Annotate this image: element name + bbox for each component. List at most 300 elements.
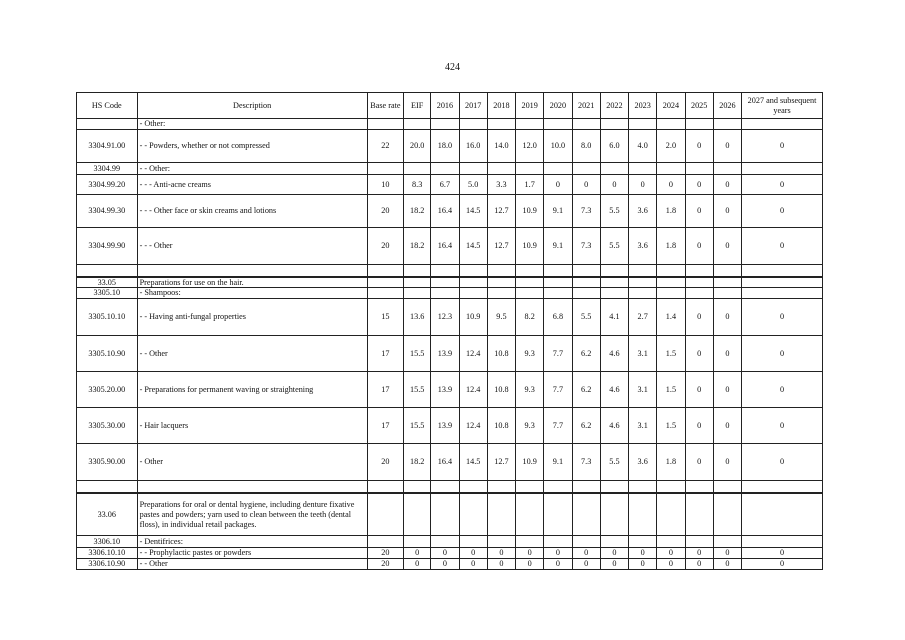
- rate-cell: [367, 493, 403, 536]
- hs-code-cell: 3305.20.00: [77, 372, 138, 408]
- table-row: [77, 277, 823, 288]
- hs-code-cell: 3305.10.90: [77, 336, 138, 372]
- rate-cell: [713, 288, 741, 299]
- rate-cell: [367, 481, 403, 493]
- rate-cell: 20: [367, 444, 403, 481]
- rate-cell: 0: [657, 175, 685, 195]
- rate-cell: [516, 265, 544, 277]
- rate-cell: 12.0: [516, 130, 544, 163]
- rate-cell: [629, 265, 657, 277]
- description-cell: - - - Anti-acne creams: [137, 175, 367, 195]
- rate-cell: 0: [629, 175, 657, 195]
- rate-cell: 12.4: [459, 408, 487, 444]
- rate-cell: [629, 481, 657, 493]
- description-cell: - - Other: [137, 336, 367, 372]
- rate-cell: 7.3: [572, 444, 600, 481]
- rate-cell: [459, 481, 487, 493]
- rate-cell: [657, 493, 685, 536]
- rate-cell: [572, 119, 600, 130]
- rate-cell: [600, 481, 628, 493]
- rate-cell: [657, 265, 685, 277]
- rate-cell: 3.3: [487, 175, 515, 195]
- rate-cell: 12.4: [459, 372, 487, 408]
- hs-code-cell: [77, 265, 138, 277]
- rate-cell: 18.2: [404, 228, 431, 265]
- rate-cell: 4.1: [600, 299, 628, 336]
- rate-cell: 0: [685, 130, 713, 163]
- rate-cell: 10.9: [459, 299, 487, 336]
- hs-code-cell: [77, 119, 138, 130]
- rate-cell: [404, 536, 431, 548]
- rate-cell: [404, 288, 431, 299]
- hs-code-cell: 3306.10.10: [77, 548, 138, 559]
- table-row: [77, 481, 823, 493]
- rate-cell: 10.9: [516, 228, 544, 265]
- rate-cell: [713, 536, 741, 548]
- rate-cell: 0: [685, 336, 713, 372]
- rate-cell: 0: [685, 195, 713, 228]
- rate-cell: [572, 481, 600, 493]
- rate-cell: [544, 163, 572, 175]
- description-cell: - - - Other face or skin creams and lotions: [137, 195, 367, 228]
- rate-cell: 3.6: [629, 228, 657, 265]
- rate-cell: 0: [516, 548, 544, 559]
- rate-cell: [544, 265, 572, 277]
- rate-cell: 20: [367, 195, 403, 228]
- rate-cell: 12.7: [487, 444, 515, 481]
- rate-cell: [459, 493, 487, 536]
- page-number: 424: [445, 62, 460, 73]
- rate-cell: 5.5: [600, 444, 628, 481]
- table-row: [77, 493, 823, 536]
- rate-cell: 0: [685, 372, 713, 408]
- rate-cell: [544, 288, 572, 299]
- rate-cell: [685, 265, 713, 277]
- rate-cell: 0: [459, 548, 487, 559]
- rate-cell: [431, 481, 459, 493]
- rate-cell: [657, 163, 685, 175]
- column-header: 2019: [516, 93, 544, 119]
- description-cell: - Dentifrices:: [137, 536, 367, 548]
- rate-cell: 0: [713, 548, 741, 559]
- description-cell: - Shampoos:: [137, 288, 367, 299]
- header-row: [77, 93, 823, 119]
- rate-cell: 12.4: [459, 336, 487, 372]
- rate-cell: [572, 163, 600, 175]
- rate-cell: 7.7: [544, 372, 572, 408]
- rate-cell: 0: [742, 228, 823, 265]
- rate-cell: 1.5: [657, 408, 685, 444]
- rate-cell: [657, 277, 685, 288]
- rate-cell: [404, 265, 431, 277]
- rate-cell: [404, 163, 431, 175]
- rate-cell: [629, 277, 657, 288]
- rate-cell: 10.8: [487, 408, 515, 444]
- description-cell: Preparations for oral or dental hygiene, including denture fixative pastes and powders; yarn used to clean between the teeth (dental floss), in individual retail packages.: [137, 493, 367, 536]
- rate-cell: 15.5: [404, 336, 431, 372]
- rate-cell: 0: [572, 175, 600, 195]
- rate-cell: [487, 277, 515, 288]
- rate-cell: 13.9: [431, 336, 459, 372]
- hs-code-cell: 3305.90.00: [77, 444, 138, 481]
- rate-cell: [367, 288, 403, 299]
- column-header: 2026: [713, 93, 741, 119]
- rate-cell: [367, 163, 403, 175]
- rate-cell: 3.1: [629, 372, 657, 408]
- rate-cell: 20: [367, 228, 403, 265]
- rate-cell: [685, 288, 713, 299]
- rate-cell: [367, 265, 403, 277]
- description-cell: - Preparations for permanent waving or straightening: [137, 372, 367, 408]
- rate-cell: [713, 163, 741, 175]
- rate-cell: 3.1: [629, 408, 657, 444]
- description-cell: Preparations for use on the hair.: [137, 277, 367, 288]
- rate-cell: [459, 277, 487, 288]
- rate-cell: 15.5: [404, 372, 431, 408]
- rate-cell: 20: [367, 548, 403, 559]
- rate-cell: [600, 119, 628, 130]
- rate-cell: 0: [629, 548, 657, 559]
- rate-cell: [487, 163, 515, 175]
- column-header: 2017: [459, 93, 487, 119]
- rate-cell: 7.7: [544, 336, 572, 372]
- rate-cell: 7.7: [544, 408, 572, 444]
- column-header: 2016: [431, 93, 459, 119]
- rate-cell: 6.2: [572, 408, 600, 444]
- rate-cell: 0: [516, 559, 544, 570]
- rate-cell: 0: [685, 444, 713, 481]
- rate-cell: 0: [685, 559, 713, 570]
- rate-cell: [459, 163, 487, 175]
- table-row: [77, 444, 823, 481]
- column-header: 2022: [600, 93, 628, 119]
- rate-cell: [572, 493, 600, 536]
- rate-cell: 0: [713, 228, 741, 265]
- hs-code-cell: 3305.30.00: [77, 408, 138, 444]
- rate-cell: [742, 277, 823, 288]
- rate-cell: [404, 481, 431, 493]
- rate-cell: [431, 119, 459, 130]
- rate-cell: 4.6: [600, 372, 628, 408]
- rate-cell: 0: [685, 408, 713, 444]
- table-row: [77, 548, 823, 559]
- table-row: [77, 372, 823, 408]
- rate-cell: 5.5: [572, 299, 600, 336]
- column-header: 2025: [685, 93, 713, 119]
- rate-cell: [516, 163, 544, 175]
- rate-cell: 0: [713, 175, 741, 195]
- rate-cell: 0: [713, 130, 741, 163]
- rate-cell: 0: [685, 548, 713, 559]
- rate-cell: [487, 536, 515, 548]
- rate-cell: [404, 277, 431, 288]
- rate-cell: 10.9: [516, 444, 544, 481]
- rate-cell: 14.5: [459, 444, 487, 481]
- description-cell: - - Powders, whether or not compressed: [137, 130, 367, 163]
- rate-cell: [516, 481, 544, 493]
- rate-cell: [459, 288, 487, 299]
- column-header: Base rate: [367, 93, 403, 119]
- rate-cell: 1.8: [657, 444, 685, 481]
- rate-cell: 0: [657, 559, 685, 570]
- table-row: [77, 119, 823, 130]
- table-row: [77, 130, 823, 163]
- column-header: 2027 and subsequent years: [742, 93, 823, 119]
- rate-cell: 0: [685, 299, 713, 336]
- rate-cell: 0: [487, 548, 515, 559]
- rate-cell: [713, 265, 741, 277]
- rate-cell: 0: [713, 195, 741, 228]
- rate-cell: [629, 163, 657, 175]
- rate-cell: 0: [685, 228, 713, 265]
- rate-cell: [431, 536, 459, 548]
- rate-cell: [572, 277, 600, 288]
- rate-cell: [516, 119, 544, 130]
- hs-code-cell: 33.05: [77, 277, 138, 288]
- hs-code-cell: [77, 481, 138, 493]
- rate-cell: [516, 536, 544, 548]
- rate-cell: [685, 536, 713, 548]
- rate-cell: [600, 536, 628, 548]
- rate-cell: 7.3: [572, 228, 600, 265]
- rate-cell: [431, 265, 459, 277]
- table-row: [77, 536, 823, 548]
- rate-cell: [487, 481, 515, 493]
- column-header: 2021: [572, 93, 600, 119]
- rate-cell: 9.3: [516, 408, 544, 444]
- rate-cell: [544, 536, 572, 548]
- rate-cell: 0: [742, 372, 823, 408]
- rate-cell: [600, 277, 628, 288]
- rate-cell: 0: [431, 548, 459, 559]
- rate-cell: 10.0: [544, 130, 572, 163]
- description-cell: - - Having anti-fungal properties: [137, 299, 367, 336]
- rate-cell: 0: [742, 444, 823, 481]
- rate-cell: [367, 536, 403, 548]
- table-row: [77, 228, 823, 265]
- rate-cell: 16.4: [431, 195, 459, 228]
- rate-cell: 13.9: [431, 408, 459, 444]
- column-header: Description: [137, 93, 367, 119]
- rate-cell: [572, 288, 600, 299]
- tariff-body: [77, 119, 823, 570]
- rate-cell: 17: [367, 372, 403, 408]
- column-header: HS Code: [77, 93, 138, 119]
- rate-cell: [629, 493, 657, 536]
- rate-cell: [487, 119, 515, 130]
- rate-cell: 9.5: [487, 299, 515, 336]
- rate-cell: 0: [742, 559, 823, 570]
- rate-cell: [487, 265, 515, 277]
- rate-cell: 16.4: [431, 228, 459, 265]
- rate-cell: 6.2: [572, 336, 600, 372]
- rate-cell: [600, 163, 628, 175]
- rate-cell: [742, 493, 823, 536]
- table-row: [77, 265, 823, 277]
- rate-cell: 4.6: [600, 408, 628, 444]
- column-header: 2020: [544, 93, 572, 119]
- table-row: [77, 559, 823, 570]
- rate-cell: 17: [367, 336, 403, 372]
- rate-cell: 1.8: [657, 228, 685, 265]
- rate-cell: 18.2: [404, 195, 431, 228]
- table-row: [77, 163, 823, 175]
- rate-cell: [657, 481, 685, 493]
- rate-cell: 0: [487, 559, 515, 570]
- rate-cell: 0: [404, 548, 431, 559]
- rate-cell: [572, 536, 600, 548]
- column-header: 2018: [487, 93, 515, 119]
- rate-cell: 16.0: [459, 130, 487, 163]
- rate-cell: 0: [742, 548, 823, 559]
- hs-code-cell: 3306.10.90: [77, 559, 138, 570]
- rate-cell: 15: [367, 299, 403, 336]
- rate-cell: [742, 536, 823, 548]
- rate-cell: [459, 265, 487, 277]
- rate-cell: 14.5: [459, 228, 487, 265]
- description-cell: - - - Other: [137, 228, 367, 265]
- table-row: [77, 336, 823, 372]
- rate-cell: 12.7: [487, 195, 515, 228]
- rate-cell: 1.5: [657, 372, 685, 408]
- rate-cell: 0: [431, 559, 459, 570]
- rate-cell: 7.3: [572, 195, 600, 228]
- rate-cell: 6.0: [600, 130, 628, 163]
- rate-cell: 20: [367, 559, 403, 570]
- table-row: [77, 408, 823, 444]
- table-row: [77, 299, 823, 336]
- rate-cell: 6.7: [431, 175, 459, 195]
- hs-code-cell: 3304.99.20: [77, 175, 138, 195]
- rate-cell: [629, 536, 657, 548]
- rate-cell: [600, 265, 628, 277]
- rate-cell: [404, 119, 431, 130]
- rate-cell: [516, 277, 544, 288]
- table-row: [77, 288, 823, 299]
- hs-code-cell: 3304.99.90: [77, 228, 138, 265]
- rate-cell: [685, 163, 713, 175]
- rate-cell: 0: [742, 336, 823, 372]
- description-cell: - Hair lacquers: [137, 408, 367, 444]
- rate-cell: 5.5: [600, 228, 628, 265]
- rate-cell: [600, 493, 628, 536]
- rate-cell: [629, 288, 657, 299]
- rate-cell: [742, 288, 823, 299]
- rate-cell: 22: [367, 130, 403, 163]
- description-cell: [137, 265, 367, 277]
- rate-cell: 5.5: [600, 195, 628, 228]
- rate-cell: 10.9: [516, 195, 544, 228]
- rate-cell: [713, 119, 741, 130]
- rate-cell: [713, 493, 741, 536]
- rate-cell: 9.1: [544, 444, 572, 481]
- rate-cell: 3.1: [629, 336, 657, 372]
- rate-cell: 0: [657, 548, 685, 559]
- rate-cell: 9.1: [544, 195, 572, 228]
- rate-cell: [404, 493, 431, 536]
- rate-cell: [487, 288, 515, 299]
- rate-cell: [685, 119, 713, 130]
- rate-cell: 3.6: [629, 195, 657, 228]
- column-header: 2023: [629, 93, 657, 119]
- hs-code-cell: 3306.10: [77, 536, 138, 548]
- description-cell: - - Other: [137, 559, 367, 570]
- rate-cell: 12.7: [487, 228, 515, 265]
- rate-cell: 0: [713, 299, 741, 336]
- rate-cell: 0: [572, 548, 600, 559]
- rate-cell: 2.7: [629, 299, 657, 336]
- rate-cell: 8.2: [516, 299, 544, 336]
- rate-cell: [600, 288, 628, 299]
- description-cell: - - Prophylactic pastes or powders: [137, 548, 367, 559]
- rate-cell: 0: [742, 408, 823, 444]
- rate-cell: 5.0: [459, 175, 487, 195]
- rate-cell: 0: [713, 372, 741, 408]
- rate-cell: 18.2: [404, 444, 431, 481]
- rate-cell: 0: [742, 130, 823, 163]
- column-header: 2024: [657, 93, 685, 119]
- table-row: [77, 175, 823, 195]
- hs-code-cell: 3304.99: [77, 163, 138, 175]
- rate-cell: 0: [685, 175, 713, 195]
- rate-cell: 9.3: [516, 336, 544, 372]
- column-header: EIF: [404, 93, 431, 119]
- rate-cell: [367, 119, 403, 130]
- rate-cell: [516, 288, 544, 299]
- rate-cell: 18.0: [431, 130, 459, 163]
- rate-cell: [544, 493, 572, 536]
- rate-cell: 2.0: [657, 130, 685, 163]
- rate-cell: [685, 493, 713, 536]
- description-cell: [137, 481, 367, 493]
- hs-code-cell: 3304.91.00: [77, 130, 138, 163]
- rate-cell: 20.0: [404, 130, 431, 163]
- rate-cell: [657, 288, 685, 299]
- hs-code-cell: 3304.99.30: [77, 195, 138, 228]
- rate-cell: 4.0: [629, 130, 657, 163]
- rate-cell: 0: [600, 175, 628, 195]
- rate-cell: 10.8: [487, 336, 515, 372]
- description-cell: - - Other:: [137, 163, 367, 175]
- rate-cell: 16.4: [431, 444, 459, 481]
- rate-cell: 14.0: [487, 130, 515, 163]
- rate-cell: [713, 277, 741, 288]
- rate-cell: [487, 493, 515, 536]
- rate-cell: 0: [459, 559, 487, 570]
- rate-cell: [742, 163, 823, 175]
- hs-code-cell: 33.06: [77, 493, 138, 536]
- rate-cell: 13.9: [431, 372, 459, 408]
- rate-cell: [742, 481, 823, 493]
- rate-cell: 4.6: [600, 336, 628, 372]
- rate-cell: 0: [742, 299, 823, 336]
- rate-cell: 3.6: [629, 444, 657, 481]
- rate-cell: 0: [600, 548, 628, 559]
- rate-cell: [431, 163, 459, 175]
- rate-cell: 9.1: [544, 228, 572, 265]
- rate-cell: 8.0: [572, 130, 600, 163]
- rate-cell: 1.4: [657, 299, 685, 336]
- rate-cell: [544, 481, 572, 493]
- hs-code-cell: 3305.10.10: [77, 299, 138, 336]
- table-row: [77, 195, 823, 228]
- hs-code-cell: 3305.10: [77, 288, 138, 299]
- rate-cell: [742, 265, 823, 277]
- description-cell: - Other:: [137, 119, 367, 130]
- rate-cell: 0: [544, 175, 572, 195]
- rate-cell: [431, 288, 459, 299]
- rate-cell: [572, 265, 600, 277]
